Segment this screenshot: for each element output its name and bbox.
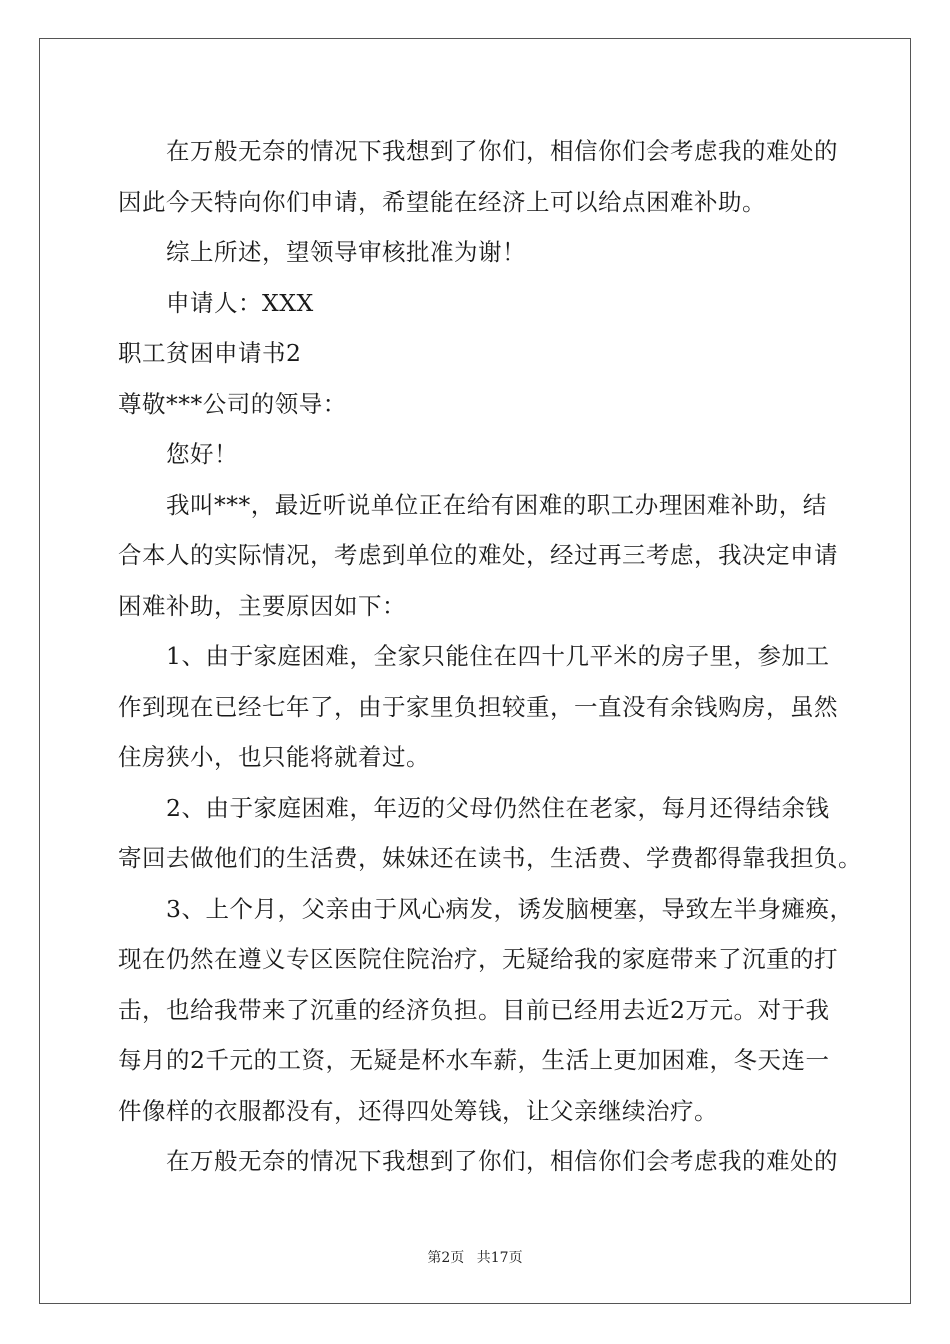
text-line: 住房狭小，也只能将就着过。: [118, 743, 430, 771]
text-line: 因此今天特向你们申请，希望能在经济上可以给点困难补助。: [118, 187, 766, 216]
text-line: 合本人的实际情况，考虑到单位的难处，经过再三考虑，我决定申请: [118, 541, 838, 569]
salutation: 尊敬***公司的领导：: [118, 389, 347, 418]
text-line: 击，也给我带来了沉重的经济负担。目前已经用去近2万元。对于我: [118, 995, 830, 1024]
greeting: 您好！: [166, 440, 238, 468]
text-line: 2、由于家庭困难，年迈的父母仍然住在老家，每月还得结余钱: [166, 793, 830, 822]
section-title: 职工贫困申请书2: [118, 339, 302, 367]
text-line: 综上所述，望领导审核批准为谢！: [166, 238, 526, 266]
text-line: 作到现在已经七年了，由于家里负担较重，一直没有余钱购房，虽然: [118, 692, 838, 721]
text-line: 寄回去做他们的生活费，妹妹还在读书，生活费、学费都得靠我担负。: [118, 844, 862, 872]
text-line: 3、上个月，父亲由于风心病发，诱发脑梗塞，导致左半身瘫痪，: [166, 894, 854, 923]
text-line: 在万般无奈的情况下我想到了你们，相信你们会考虑我的难处的: [166, 1147, 838, 1175]
document-body: [118, 126, 862, 1187]
text-line: 每月的2千元的工资，无疑是杯水车薪，生活上更加困难，冬天连一: [118, 1046, 830, 1074]
page-number: 第2页: [427, 1250, 465, 1266]
text-line: 现在仍然在遵义专区医院住院治疗，无疑给我的家庭带来了沉重的打: [118, 945, 838, 973]
page-total: 共17页: [476, 1250, 523, 1266]
text-line: 1、由于家庭困难，全家只能住在四十几平米的房子里，参加工: [166, 642, 830, 670]
text-line: 我叫***，最近听说单位正在给有困难的职工办理困难补助，结: [166, 490, 827, 519]
signature-line: 申请人：XXX: [166, 288, 314, 317]
text-line: 在万般无奈的情况下我想到了你们，相信你们会考虑我的难处的: [166, 137, 838, 165]
text-line: 困难补助，主要原因如下：: [118, 591, 406, 620]
page-footer: [0, 1247, 950, 1267]
text-line: 件像样的衣服都没有，还得四处筹钱，让父亲继续治疗。: [118, 1096, 718, 1125]
